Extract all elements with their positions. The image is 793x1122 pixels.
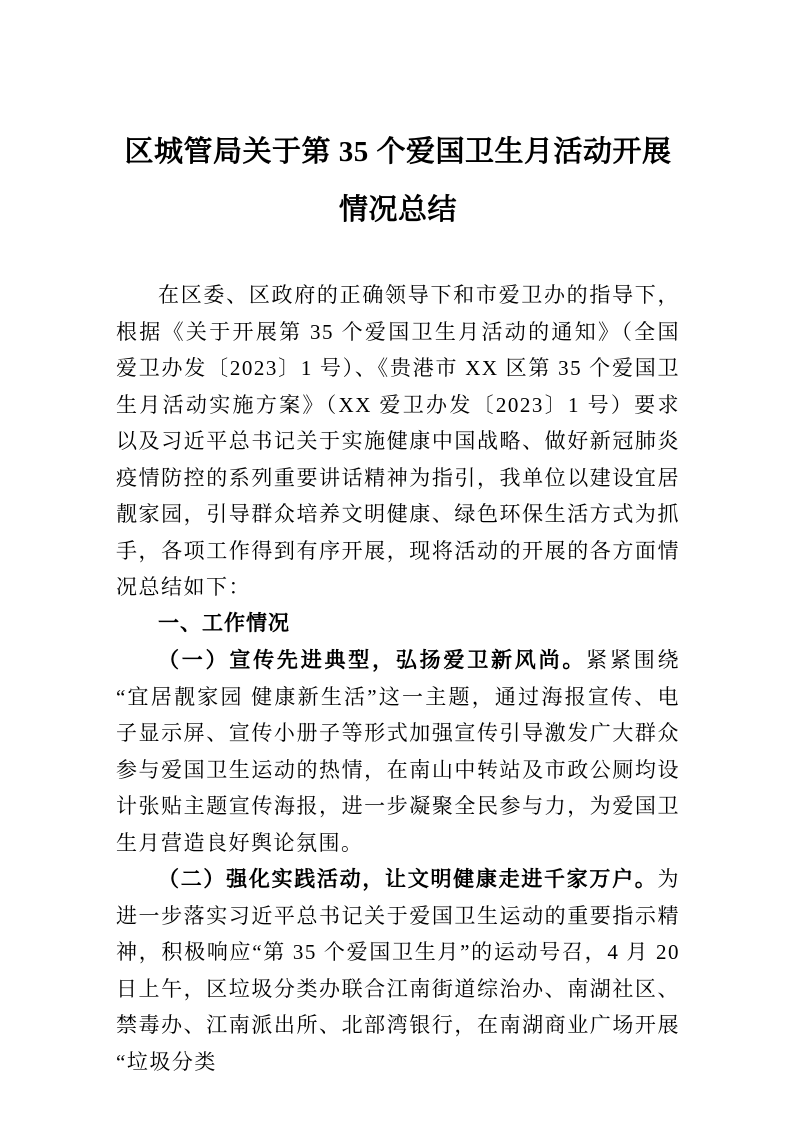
- document-title: 区城管局关于第 35 个爱国卫生月活动开展情况总结: [124, 136, 672, 226]
- intro-paragraph: 在区委、区政府的正确领导下和市爱卫办的指导下，根据《关于开展第 35 个爱国卫生月活动的通知》（全国爱卫办发〔2023〕1 号）、《贵港市 XX 区第 35 个爱国卫生月活动实施方案》（XX 爱卫办发〔2023〕1 号）要求以及习近平总书记关于实施健康中国战略、做好新冠肺炎疫情防控的系列重要讲话精神为指引，我单位以建设宜居靓家园，引导群众培养文明健康、绿色环保生活方式为抓手，各项工作得到有序开展，现将活动的开展的各方面情况总结如下：: [116, 283, 680, 599]
- section-heading-work-situation: 一、工作情况: [158, 611, 290, 635]
- paragraph-section-2: [116, 861, 680, 1080]
- paragraph-section-1-lead: （一）宣传先进典型，弘扬爱卫新风尚。: [158, 648, 587, 672]
- paragraph-section-1: [116, 642, 680, 861]
- document-body: [116, 277, 680, 1080]
- paragraph-section-2-text: 为进一步落实习近平总书记关于爱国卫生运动的重要指示精神，积极响应“第 35 个爱国卫生月”的运动号召，4 月 20 日上午，区垃圾分类办联合江南街道综治办、南湖社区、禁毒办、江南派出所、北部湾银行，在南湖商业广场开展“垃圾分类: [116, 867, 680, 1074]
- paragraph-section-1-text: 紧紧围绕“宜居靓家园 健康新生活”这一主题，通过海报宣传、电子显示屏、宣传小册子等形式加强宣传引导激发广大群众参与爱国卫生运动的热情，在南山中转站及市政公厕均设计张贴主题宣传海报，进一步凝聚全民参与力，为爱国卫生月营造良好舆论氛围。: [116, 648, 681, 855]
- paragraph-section-2-lead: （二）强化实践活动，让文明健康走进千家万户。: [158, 867, 658, 891]
